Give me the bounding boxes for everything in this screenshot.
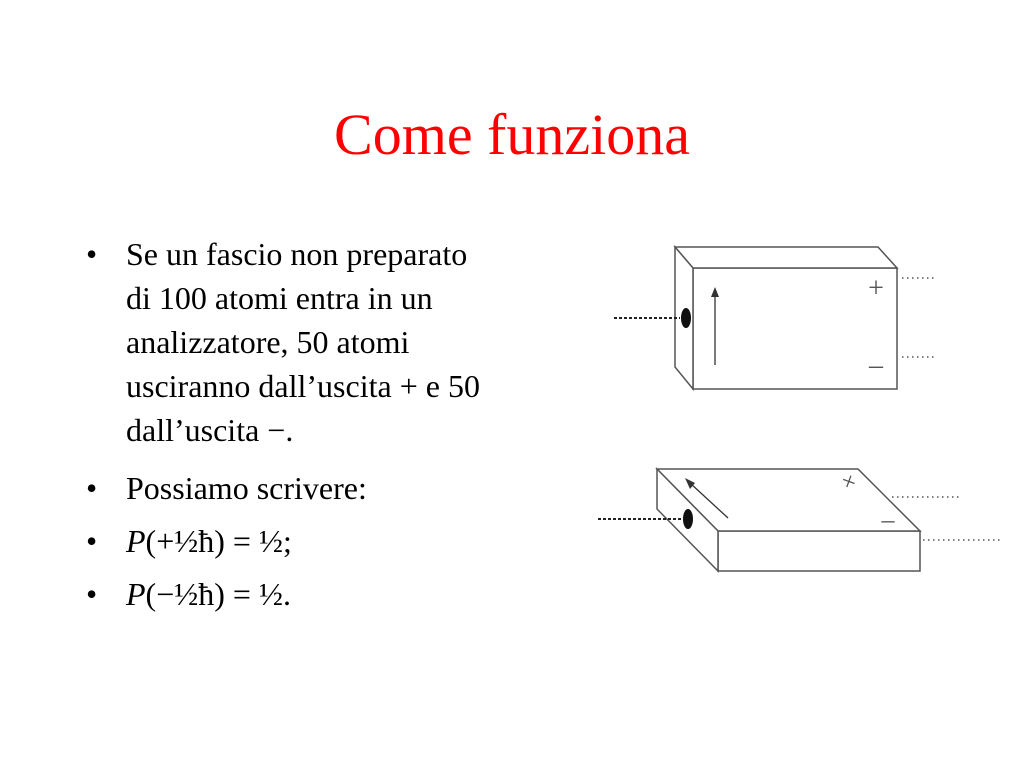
minus-output-label: – (881, 505, 895, 534)
slide-title: Come funziona (334, 102, 690, 167)
bullet-line: dall’uscita −. (126, 412, 294, 448)
bullet-dot: • (86, 523, 98, 559)
flat-analyzer (598, 465, 1000, 571)
upright-analyzer (614, 247, 936, 389)
plus-output-label: + (868, 273, 884, 304)
entrance-hole (681, 308, 691, 328)
bullet-line: usciranno dall’uscita + e 50 (126, 368, 480, 404)
analyzer-front-face (693, 268, 897, 389)
formula-text: (+½ħ) = ½; (145, 523, 292, 559)
probability-symbol: P (126, 576, 146, 612)
bullet-line: Se un fascio non preparato (126, 236, 468, 272)
bullet-dot: • (86, 576, 98, 612)
bullet-line: analizzatore, 50 atomi (126, 324, 410, 360)
bullet-text: Possiamo scrivere: (126, 470, 367, 506)
probability-symbol: P (126, 523, 146, 559)
bullet-dot: • (86, 236, 98, 272)
analyzer-top-face (675, 247, 897, 268)
bullet-dot: • (86, 470, 98, 506)
plus-output-label: + (836, 465, 861, 498)
formula-text: (−½ħ) = ½. (145, 576, 291, 612)
analyzer-front-face (718, 531, 920, 571)
bullet-line: di 100 atomi entra in un (126, 280, 433, 316)
entrance-hole (683, 509, 693, 529)
minus-output-label: – (869, 350, 883, 381)
